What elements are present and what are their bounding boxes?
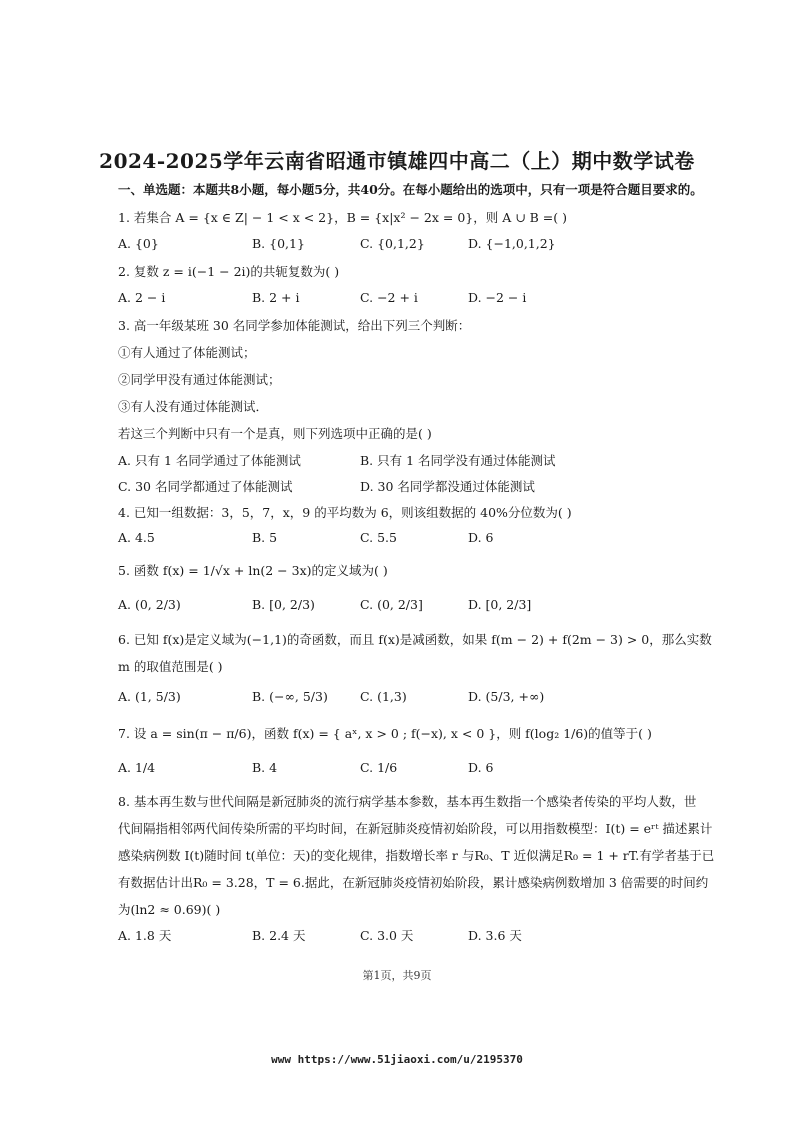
q7-stem: 7. 设 a = sin(π − π/6)，函数 f(x) = { aˣ, x > 0 ; f(−x), x < 0 }，则 f(log₂ 1/6)的值等于( ) — [118, 726, 652, 741]
q4-option-d: D. 6 — [468, 530, 494, 545]
q3-judgment-3: ③有人没有通过体能测试． — [118, 399, 269, 414]
q6-option-c: C. (1,3) — [360, 689, 407, 704]
exam-title: 2024-2025学年云南省昭通市镇雄四中高二（上）期中数学试卷 — [99, 149, 695, 173]
q6-option-d: D. (5/3, +∞) — [468, 689, 545, 704]
q1-option-a: A. {0} — [118, 236, 159, 251]
q5-option-d: D. [0, 2/3] — [468, 597, 532, 612]
q7-option-b: B. 4 — [252, 760, 278, 775]
q1-stem: 1. 若集合 A = {x ∈ Z| − 1 < x < 2}，B = {x|x² − 2x = 0}，则 A ∪ B =( ) — [118, 210, 567, 225]
q3-stem: 3. 高一年级某班 30 名同学参加体能测试，给出下列三个判断： — [118, 318, 471, 333]
q3-judgment-1: ①有人通过了体能测试； — [118, 345, 256, 360]
q8-line-2: 代间隔指相邻两代间传染所需的平均时间，在新冠肺炎疫情初始阶段，可以用指数模型：I(t) = eʳᵗ 描述累计 — [118, 821, 713, 836]
q5-option-b: B. [0, 2/3) — [252, 597, 315, 612]
q6-option-a: A. (1, 5/3) — [118, 689, 181, 704]
q3-judgment-2: ②同学甲没有通过体能测试； — [118, 372, 281, 387]
page-number: 第1页，共9页 — [362, 969, 432, 982]
q7-option-c: C. 1/6 — [360, 760, 398, 775]
q8-line-3: 感染病例数 I(t)随时间 t(单位：天)的变化规律，指数增长率 r 与R₀、T 近似满足R₀ = 1 + rT.有学者基于已 — [118, 848, 715, 863]
q4-option-c: C. 5.5 — [360, 530, 397, 545]
q8-line-5: 为(ln2 ≈ 0.69)( ) — [118, 902, 221, 917]
q3-option-b: B. 只有 1 名同学没有通过体能测试 — [360, 453, 556, 468]
q3-option-d: D. 30 名同学都没通过体能测试 — [360, 479, 535, 494]
q8-line-1: 8. 基本再生数与世代间隔是新冠肺炎的流行病学基本参数，基本再生数指一个感染者传染的平均人数，世 — [118, 794, 697, 809]
q2-option-a: A. 2 − i — [118, 290, 166, 305]
q3-option-a: A. 只有 1 名同学通过了体能测试 — [118, 453, 301, 468]
q2-stem: 2. 复数 z = i(−1 − 2i)的共轭复数为( ) — [118, 264, 340, 279]
q5-stem: 5. 函数 f(x) = 1/√x + ln(2 − 3x)的定义域为( ) — [118, 563, 388, 578]
q5-option-c: C. (0, 2/3] — [360, 597, 423, 612]
section-heading: 一、单选题：本题共8小题，每小题5分，共40分。在每小题给出的选项中，只有一项是符合题目要求的。 — [118, 182, 703, 197]
q5-option-a: A. (0, 2/3) — [118, 597, 181, 612]
q4-option-b: B. 5 — [252, 530, 278, 545]
q1-option-b: B. {0,1} — [252, 236, 305, 251]
q7-option-d: D. 6 — [468, 760, 494, 775]
q6-option-b: B. (−∞, 5/3) — [252, 689, 328, 704]
q4-option-a: A. 4.5 — [118, 530, 155, 545]
q8-option-a: A. 1.8 天 — [118, 928, 172, 943]
q2-option-b: B. 2 + i — [252, 290, 300, 305]
q1-option-c: C. {0,1,2} — [360, 236, 425, 251]
q6-stem: 6. 已知 f(x)是定义域为(−1,1)的奇函数，而且 f(x)是减函数，如果 f(m − 2) + f(2m − 3) > 0，那么实数 — [118, 632, 712, 647]
q8-option-b: B. 2.4 天 — [252, 928, 306, 943]
q2-option-d: D. −2 − i — [468, 290, 527, 305]
q1-option-d: D. {−1,0,1,2} — [468, 236, 556, 251]
q6-stem-cont: m 的取值范围是( ) — [118, 659, 223, 674]
q2-option-c: C. −2 + i — [360, 290, 418, 305]
q8-option-c: C. 3.0 天 — [360, 928, 414, 943]
source-watermark: www https://www.51jiaoxi.com/u/2195370 — [271, 1053, 523, 1066]
q8-option-d: D. 3.6 天 — [468, 928, 522, 943]
q3-question: 若这三个判断中只有一个是真，则下列选项中正确的是( ) — [118, 426, 432, 441]
q7-option-a: A. 1/4 — [118, 760, 156, 775]
q8-line-4: 有数据估计出R₀ = 3.28，T = 6.据此，在新冠肺炎疫情初始阶段，累计感染病例数增加 3 倍需要的时间约 — [118, 875, 709, 890]
q4-stem: 4. 已知一组数据：3，5，7，x，9 的平均数为 6，则该组数据的 40%分位数为( ) — [118, 505, 572, 520]
q3-option-c: C. 30 名同学都通过了体能测试 — [118, 479, 293, 494]
